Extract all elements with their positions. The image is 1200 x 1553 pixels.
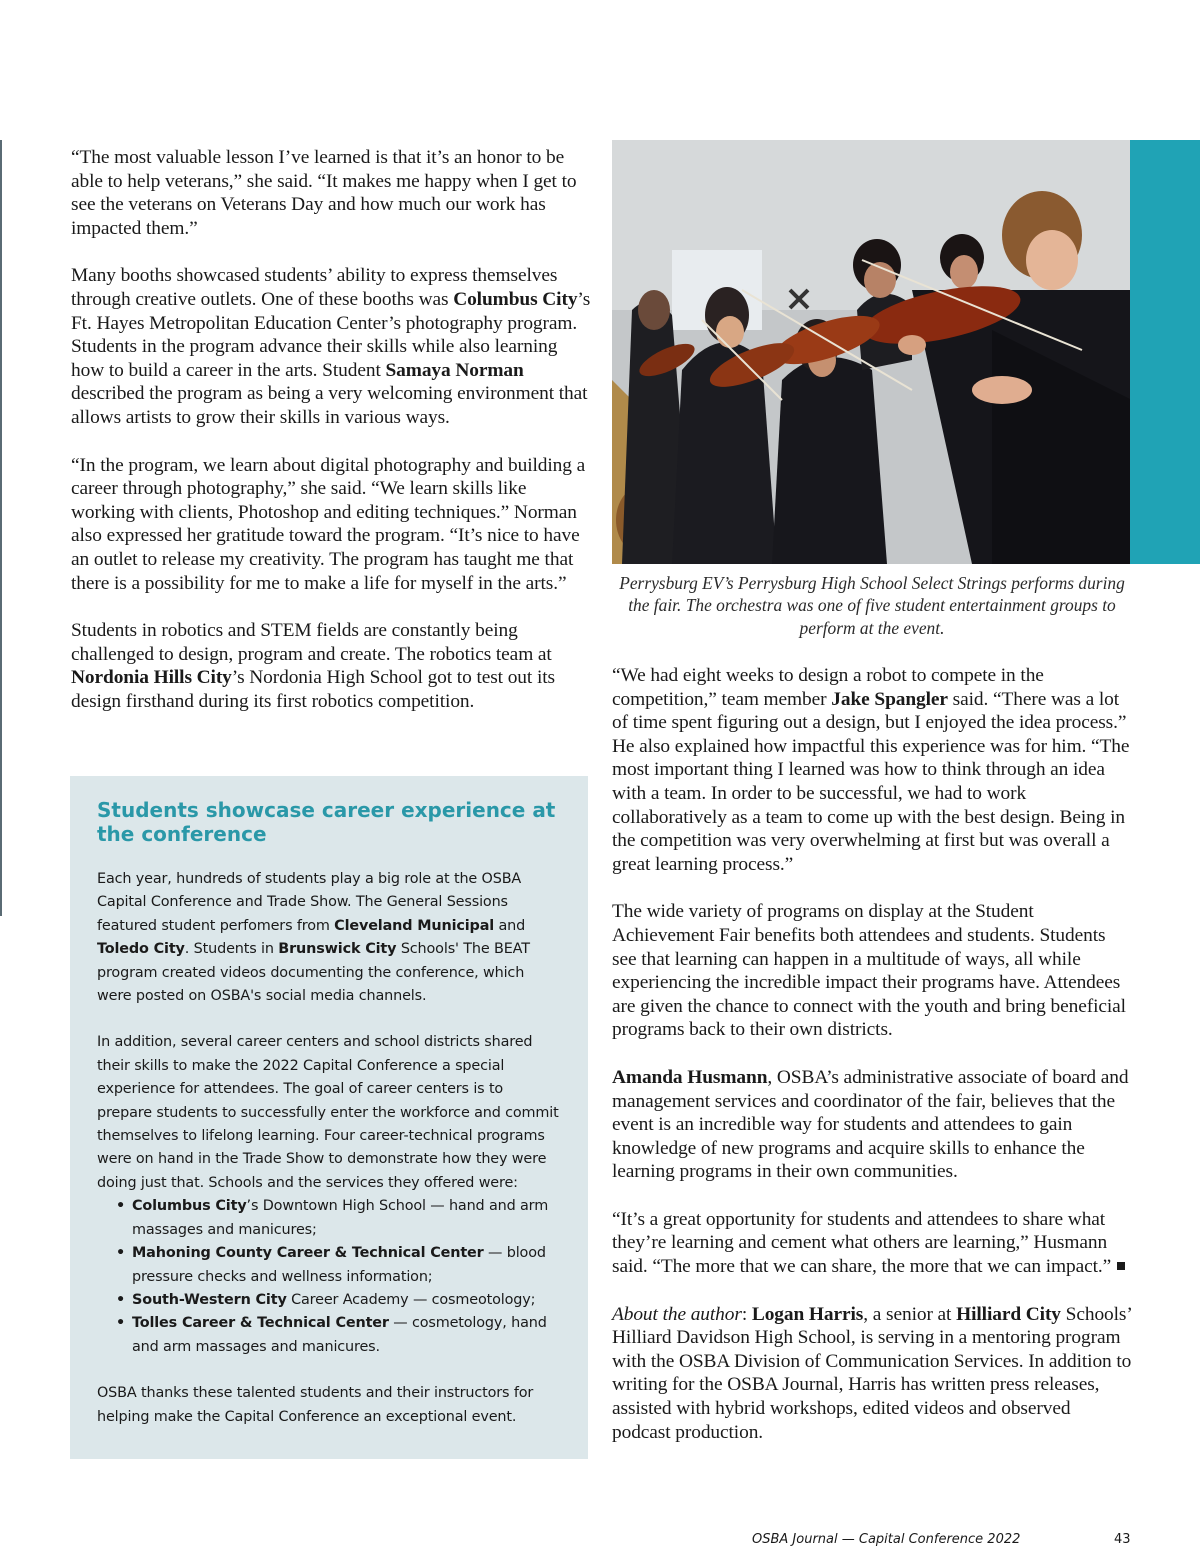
orchestra-illustration [612, 140, 1132, 564]
text-span: Schools’ Hilliard Davidson High School, is serving in a mentoring program with the OSBA Division of Communication Services. In addition to writing for the OSBA Journal, Harris has written press releases, assisted with hybrid workshops, edited videos and observed podcast production. [612, 1303, 1132, 1443]
text-span: “It’s a great opportunity for students and attendees to share what they’re learning and cement what others are learning,” Husmann said. “The more that we can share, the more that we can impact.” [612, 1208, 1112, 1278]
text-span: : [741, 1303, 752, 1325]
program-name: Tolles Career & Technical Center [132, 1315, 389, 1332]
text-span: ’s Nordonia High School got to test out its design firsthand during its first robotics competition. [71, 667, 555, 712]
district-name: Toledo City [97, 941, 185, 958]
about-author-label: About the author [612, 1303, 742, 1325]
text-span: — blood pressure checks and wellness information; [132, 1245, 546, 1285]
text-span: Many booths showcased students’ ability to express themselves through creative outlets. One of these booths was [71, 265, 558, 310]
left-edge-rule [0, 140, 2, 916]
text-span: ’s Ft. Hayes Metropolitan Education Center’s photography program. Students in the program advance their skills while also learning how to build a career in the arts. Student [71, 288, 591, 381]
left-column [71, 146, 591, 737]
person-name: Amanda Husmann [612, 1066, 768, 1088]
orchestra-photo [612, 140, 1132, 564]
text-span: described the program as being a very welcoming environment that allows artists to grow their skills in various ways. [71, 383, 588, 428]
services-list [97, 1195, 562, 1359]
text-span: , a senior at [863, 1303, 957, 1325]
author-name: Logan Harris [751, 1303, 864, 1325]
student-name: Jake Spangler [831, 688, 948, 710]
text-span: , OSBA’s administrative associate of board and management services and coordinator of the fair, believes that the event is an incredible way for students and attendees to gain knowledge of new programs and acquire skills to enhance the learning programs in their own communities. [612, 1066, 1129, 1183]
district-name: Hilliard City [956, 1303, 1061, 1325]
district-name: Brunswick City [278, 941, 397, 958]
sidebar-paragraph-1 [97, 868, 562, 1008]
right-column [612, 664, 1132, 1468]
text-span: Each year, hundreds of students play a big role at the OSBA Capital Conference and Trade Show. The General Sessions featured student perfomers from [97, 871, 522, 934]
paragraph-about-author [612, 1303, 1132, 1445]
text-span: ’s Downtown High School — hand and arm massages and manicures; [132, 1198, 549, 1238]
text-span: said. “There was a lot of time spent figuring out a design, but I enjoyed the idea process.” He also explained how impactful this experience was for him. “The most important thing I learned was how to think through an idea with a team. In order to be successful, we had to work collaboratively as a team to come up with the best design. Being in the competition was very overwhelming at first but was overall a great learning process.” [612, 688, 1130, 875]
text-span: “We had eight weeks to design a robot to compete in the competition,” team member [612, 665, 1044, 710]
paragraph-husmann [612, 1066, 1132, 1184]
paragraph-fair-benefits: The wide variety of programs on display at the Student Achievement Fair benefits both attendees and students. Students see that learning can happen in a multitude of ways, all while experiencing the incredible impact their programs have. Attendees are given the chance to connect with the youth and bring beneficial programs back to their own districts. [612, 901, 1126, 1041]
program-name: Mahoning County Career & Technical Center [132, 1245, 484, 1262]
end-of-article-mark [1117, 1262, 1125, 1270]
list-item [132, 1312, 562, 1359]
photo-caption: Perrysburg EV’s Perrysburg High School Select Strings performs during the fair. The orchestra was one of five student entertainment groups to perform at the event. [619, 573, 1125, 638]
program-name: Columbus City [132, 1198, 247, 1215]
sidebar-box [70, 776, 588, 1459]
sidebar-title: Students showcase career experience at the conference [97, 798, 556, 846]
accent-bar [1130, 140, 1200, 564]
paragraph-veterans-quote: “The most valuable lesson I’ve learned is that it’s an honor to be able to help veterans,” she said. “It makes me happy when I get to see the veterans on Veterans Day and how much our work has impacted them.” [71, 147, 577, 239]
list-item [132, 1242, 562, 1289]
list-item [132, 1289, 562, 1312]
sidebar-paragraph-2: In addition, several career centers and school districts shared their skills to make the 2022 Capital Conference a special experience for attendees. The goal of career centers is to prepare students to successfully enter the workforce and commit themselves to lifelong learning. Four career-technical programs were on hand in the Trade Show to demonstrate how they were doing just that. Schools and the services they offered were: [97, 1034, 559, 1191]
sidebar-paragraph-3: OSBA thanks these talented students and their instructors for helping make the Capital Conference an exceptional event. [97, 1385, 534, 1425]
district-name: Columbus City [453, 288, 578, 310]
district-name: Nordonia Hills City [71, 667, 232, 689]
paragraph-photography-booth [71, 264, 591, 429]
paragraph-norman-quote: “In the program, we learn about digital photography and building a career through photography,” she said. “We learn skills like working with clients, Photoshop and editing techniques.” Norman also expressed her gratitude toward the program. “It’s nice to have an outlet to release my creativity. The program has taught me that there is a possibility for me to make a life for myself in the arts.” [71, 454, 586, 594]
district-name: Cleveland Municipal [334, 917, 495, 934]
paragraph-robotics [71, 619, 591, 713]
text-span: Career Academy — cosmeotology; [286, 1291, 536, 1308]
text-span: Schools' The BEAT program created videos documenting the conference, which were posted on OSBA's social media channels. [97, 941, 530, 1005]
text-span: — cosmetology, hand and arm massages and manicures. [132, 1315, 547, 1355]
list-item [132, 1195, 562, 1242]
footer-journal-title: OSBA Journal — Capital Conference 2022 [752, 1532, 1021, 1547]
paragraph-husmann-quote [612, 1208, 1132, 1279]
student-name: Samaya Norman [385, 359, 524, 381]
paragraph-spangler-quote [612, 664, 1132, 876]
program-name: South-Western City [132, 1291, 287, 1308]
text-span: . Students in [184, 941, 279, 958]
text-span: Students in robotics and STEM fields are constantly being challenged to design, program and create. The robotics team at [71, 620, 552, 665]
page-number: 43 [1114, 1532, 1131, 1547]
text-span: and [494, 917, 526, 934]
